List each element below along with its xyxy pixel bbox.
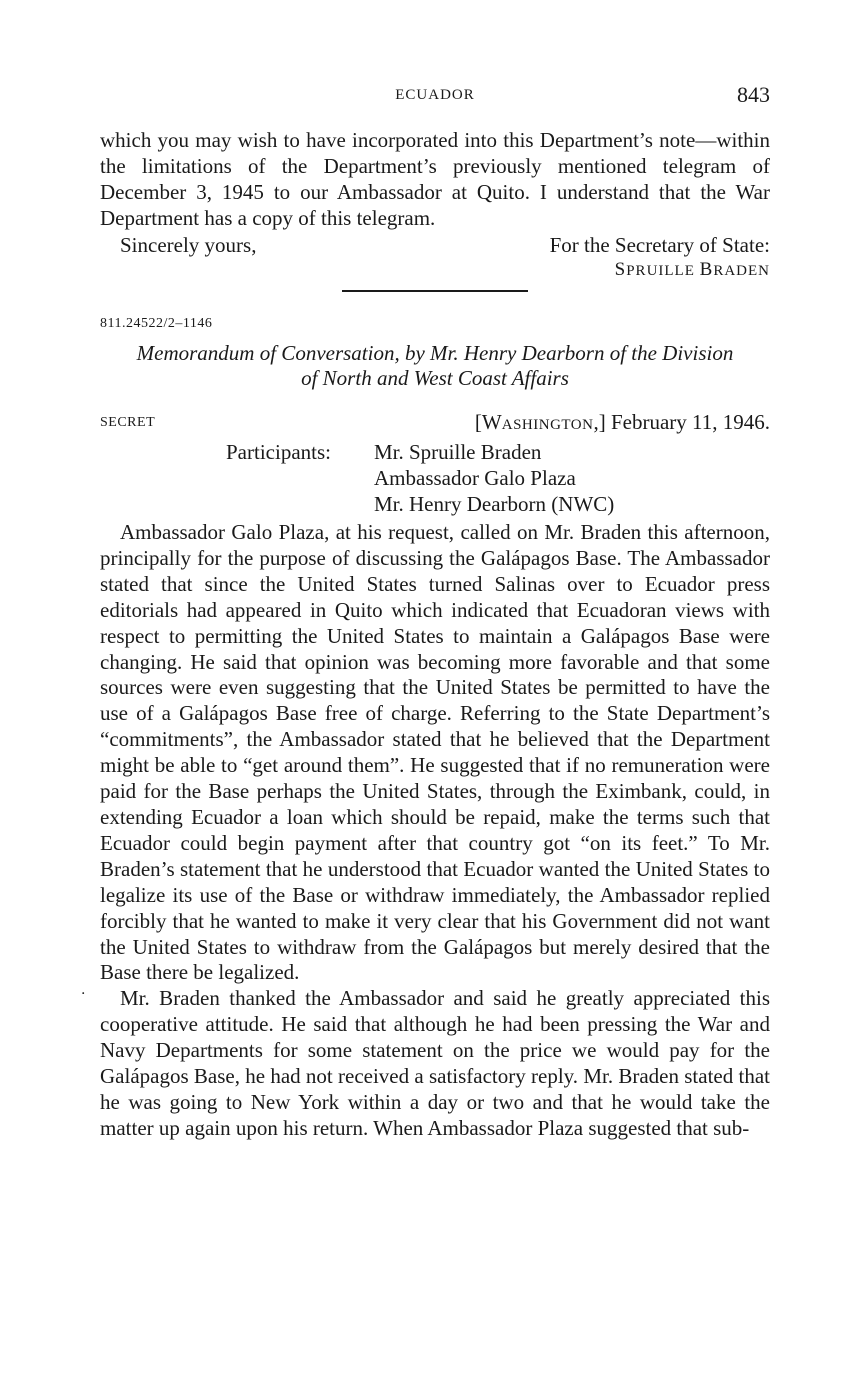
signature: SPRUILLE BRADEN: [614, 258, 770, 280]
document-page: [81, 0, 770, 1380]
dateline: [100, 410, 770, 436]
file-number: 811.24522/2–1146: [100, 316, 213, 331]
memo-title: [100, 341, 770, 391]
margin-mark: ·: [81, 986, 86, 1003]
complimentary-close: Sincerely yours,: [120, 232, 257, 257]
participants-list: [374, 439, 614, 517]
running-title: ECUADOR: [395, 87, 475, 103]
participant: Mr. Spruille Braden: [374, 440, 542, 464]
memo-title-line-1: Memorandum of Conversation, by Mr. Henry Dearborn of the Division: [136, 341, 734, 365]
memo-title-line-2: of North and West Coast Affairs: [301, 366, 569, 390]
memo-paragraph-2: Mr. Braden thanked the Ambassador and said he greatly appreciated this cooperative attitude. He said that although he had been pressing the War and Navy Departments for some statement on the price we would pay for the Galápagos Base, he had not received a satisfactory reply. Mr. Braden stated that he was going to New York within a day or two and that he would take the matter up again upon his return. When Ambassador Plaza suggested that sub-: [100, 986, 770, 1140]
section-divider: [342, 290, 528, 292]
participants-label: Participants:: [226, 440, 331, 464]
paragraph-2-wrapper: [81, 986, 770, 1141]
running-head: [100, 84, 770, 108]
closing-row: [100, 232, 770, 258]
memo-paragraph-1: Ambassador Galo Plaza, at his request, called on Mr. Braden this afternoon, principally for the purpose of discussing the Galápagos Base. The Ambassador stated that since the United States turned Salinas over to Ecuador press editorials had appeared in Quito which indicated that Ecuadoran views with respect to permitting the United States to maintain a Galápagos Base were changing. He said that opinion was becoming more favorable and that some sources were even suggesting that the United States be permitted to have the use of a Galápagos Base free of charge. Referring to the State Department’s “commitments”, the Ambassador stated that he believed that the Department might be able to “get around them”. He suggested that if no remuneration were paid for the Base perhaps the United States, through the Eximbank, could, in extending Ecuador a loan which should be repaid, make the terms such that Ecuador could begin payment after that country got “on its feet.” To Mr. Braden’s statement that he understood that Ecuador wanted the United States to legalize its use of the Base or withdraw immediately, the Ambassador replied forcibly that he wanted to make it very clear that his Government did not want the United States to withdraw from the Galápagos but merely desired that the Base there be legalized.: [100, 520, 770, 985]
letter-paragraph: which you may wish to have incorporated into this Department’s note—within the limitations of the Department’s previously mentioned telegram of December 3, 1945 to our Ambassador at Quito. I understand that the War Department has a copy of this telegram.: [100, 128, 770, 230]
participant: Ambassador Galo Plaza: [374, 466, 576, 490]
place-date: [WASHINGTON,] February 11, 1946.: [474, 410, 770, 434]
memo-body: [81, 520, 770, 1142]
classification-label: SECRET: [100, 415, 156, 430]
letter-end: [100, 128, 770, 283]
for-secretary-line: For the Secretary of State:: [549, 232, 770, 257]
participant: Mr. Henry Dearborn (NWC): [374, 492, 615, 516]
page-number: 843: [737, 82, 770, 107]
